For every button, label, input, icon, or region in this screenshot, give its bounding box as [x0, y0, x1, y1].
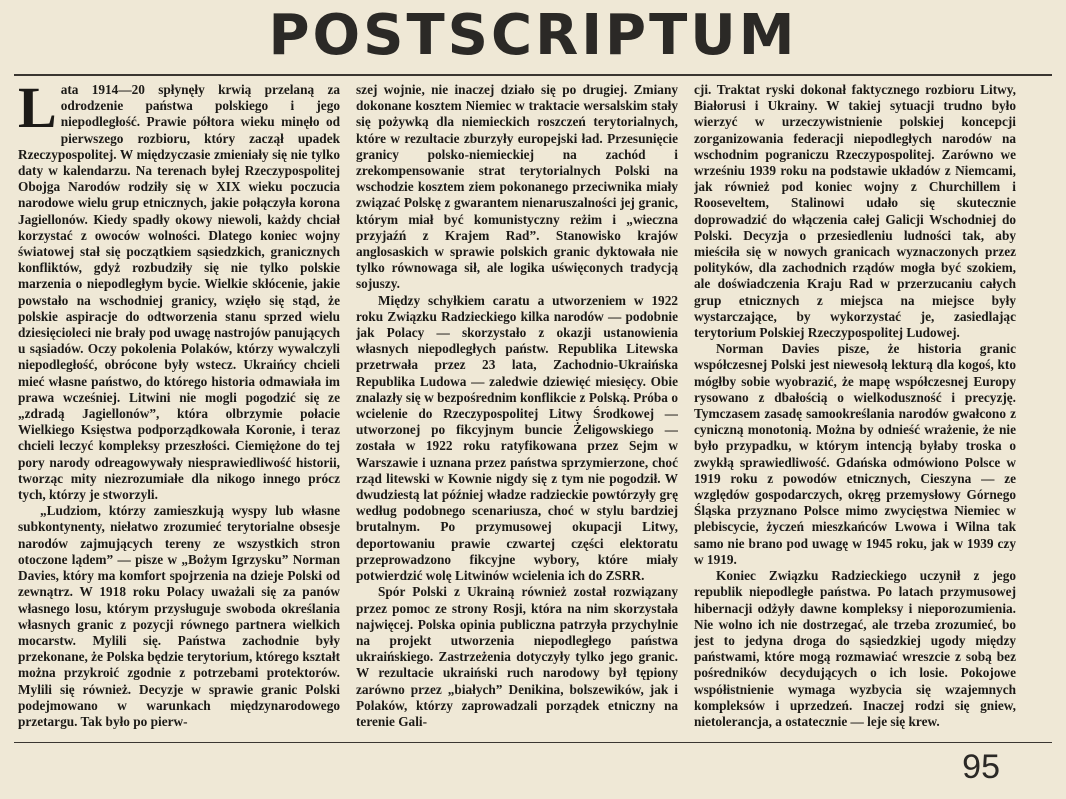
page-number: 95 — [962, 748, 1000, 786]
text-column-1 — [18, 82, 340, 742]
page-title: POSTSCRIPTUM — [268, 3, 798, 68]
paragraph: szej wojnie, nie inaczej działo się po drugiej. Zmiany dokonane kosztem Niemiec w traktacie wersalskim stały się pożywką dla niemieckich roszczeń terytorialnych, które w rezultacie zburzyły europejski ład. Przesunięcie granicy polsko-niemieckiej na zachód i zrekompensowanie strat terytorialnych Polski na wschodzie kosztem ziem pokonanego przeciwnika miały związać Polskę z gwarantem nienaruszalności jej granic, którym miał być komunistyczny reżim i „wieczna przyjaźń z Krajem Rad”. Stanowisko krajów anglosaskich w sprawie polskich granic dyktowała nie tylko równowaga sił, ale logika uświęconych tradycją sojuszy. — [356, 82, 678, 292]
paragraph: cji. Traktat ryski dokonał faktycznego rozbioru Litwy, Białorusi i Ukrainy. W takiej sytuacji trudno było wierzyć w urzeczywistnienie polskiej koncepcji zorganizowania federacji niepodległych narodów na wschodnim pograniczu Rzeczypospolitej. Zarówno we wrześniu 1939 roku na podstawie układów z Niemcami, jak również pod koniec wojny z Churchillem i Rooseveltem, Stalinowi udało się skutecznie doprowadzić do włączenia całej Galicji Wschodniej do Polski. Decyzja o przesiedleniu ludności tak, aby mieściła się w nowych granicach wyznaczonych przez polityków, dla zachodnich rządów mogła być szokiem, ale doświadczenia Kraju Rad w przerzucaniu całych grup etnicznych z miejsca na miejsce były wystarczające, by wykorzystać je, zasiedlając terytorium Polskiej Rzeczypospolitej Ludowej. — [694, 82, 1016, 341]
paragraph: Między schyłkiem caratu a utworzeniem w 1922 roku Związku Radzieckiego kilka narodów — podobnie jak Polacy — skorzystało z okazji ustanowienia własnych niepodległych państw. Republika Litewska przetrwała przez 23 lata, Zachodnio-Ukraińska Republika Ludowa — zaledwie dziewięć miesięcy. Obie znalazły się w bezpośrednim konflikcie z Polską. Próba o wcielenie do Rzeczypospolitej Litwy Środkowej — utworzonej po fikcyjnym buncie Żeligowskiego — została w 1922 roku ratyfikowana przez Sejm w Warszawie i uznana przez państwa sprzymierzone, choć rząd litewski w Kownie nigdy się z tym nie pogodził. W dwudziestą lat później władze radzieckie powtórzyły grę według podobnego scenariusza, choć w stylu bardziej brutalnym. Po przymusowej okupacji Litwy, deportowaniu prawie czwartej części elektoratu przeprowadzono fikcyjne wybory, które miały potwierdzić wolę Litwinów wcielenia ich do ZSRR. — [356, 292, 678, 584]
text-column-3 — [694, 82, 1016, 742]
paragraph: Spór Polski z Ukrainą również został rozwiązany przez pomoc ze strony Rosji, która na nim skorzystała najwięcej. Polska opinia publiczna patrzyła przychylnie na projekt utworzenia niepodległego państwa ukraińskiego. Zastrzeżenia dotyczyły tylko jego granic. W rezultacie ukraiński ruch narodowy był tępiony zarówno przez „białych” Denikina, bolszewików, jak i Polaków, którzy zaprowadzali porządek etniczny na terenie Gali- — [356, 584, 678, 729]
header-divider — [14, 74, 1052, 76]
paragraph — [18, 82, 340, 503]
paragraph: „Ludziom, którzy zamieszkują wyspy lub własne subkontynenty, niełatwo zrozumieć terytorialne obsesje narodów zajmujących tereny ze wszystkich stron otoczone lądem” — pisze w „Bożym Igrzysku” Norman Davies, który ma komfort spojrzenia na dzieje Polski od zewnątrz. W 1918 roku Polacy uważali się za panów własnego losu, którym przysługuje swoboda określania własnych granic z pozycji równego partnera wielkich mocarstw. Mylili się. Państwa zachodnie były przekonane, że Polska będzie terytorium, którego kształt można przykroić zgodnie z potrzebami protektorów. Mylili się również. Decyzje w sprawie granic Polski podejmowano w warunkach międzynarodowego przetargu. Tak było po pierw- — [18, 503, 340, 729]
paragraph: Norman Davies pisze, że historia granic współczesnej Polski jest niewesołą lekturą dla kogoś, kto mógłby sobie wyobrazić, że mapę współczesnej Europy rysowano z dbałością o wielkoduszność i precyzję. Tymczasem zasadę samookreślania narodów gwałcono z cyniczną monotonią. Można by odnieść wrażenie, że nie było przypadku, w którym intencją byłaby troska o zwykłą sprawiedliwość. Gdańska odmówiono Polsce w 1919 roku z powodów etnicznych, Cieszyna — ze względów gospodarczych, okręg przemysłowy Górnego Śląska przyznano Polsce mimo zwycięstwa Niemiec w plebiscycie, życzeń mieszkańców Lwowa i Wilna tak samo nie brano pod uwagę w 1945 roku, jak w 1939 czy w 1919. — [694, 341, 1016, 567]
text-column-2 — [356, 82, 678, 742]
drop-cap: L — [18, 82, 57, 140]
paragraph-text: ata 1914—20 spłynęły krwią przelaną za odrodzenie państwa polskiego i jego niepodległość. Prawie półtora wieku minęło od pierwszego rozbioru, który zaczął upadek Rzeczypospolitej. W międzyczasie zmieniały się nie tylko daty w kalendarzu. Na terenach byłej Rzeczypospolitej Obojga Narodów rodziły się w XIX wieku poczucia narodowe wielu grup etnicznych, jakie połączyła korona Jagiellonów. Kiedy spadły okowy niewoli, każdy chciał korzystać z owoców wolności. Dlatego koniec wojny światowej stał się początkiem sąsiedzkich, granicznych konfliktów, gdyż rozbudziły się nie tylko polskie marzenia o niepodległym bycie. Wielkie skłócenie, jakie powstało na wschodniej granicy, wzięło się stąd, że polskie aspiracje do odtworzenia stanu sprzed wielu dziesięcioleci nie brały pod uwagę nastrojów panujących u sąsiadów. Oczy pokolenia Polaków, którzy wywalczyli niepodległość, obrócone były wstecz. Ukraińcy chcieli mieć własne państwo, do którego historia odmawiała im prawa wcześniej. Litwini nie mogli pogodzić się ze „zdradą Jagiellonów”, która olbrzymie połacie Wielkiego Księstwa podporządkowała Koronie, i teraz chcieli leczyć kompleksy przeszłości. Ciemiężone do tej pory narody odreagowywały niesprawiedliwość historii, tworząc mity niezrozumiałe dla nikogo innego prócz tych, którzy je stworzyli. — [18, 82, 340, 503]
paragraph: Koniec Związku Radzieckiego uczynił z jego republik niepodległe państwa. Po latach przymusowej hibernacji odżyły dawne kompleksy i nieporozumienia. Nie wolno ich nie dostrzegać, ale trzeba zrozumieć, bo jest to jedyna droga do sąsiedzkiej ugody między państwami, które mogą rozmawiać wreszcie z sobą bez pośredników decydujących o ich losie. Pokojowe współistnienie wymaga wyzbycia się wzajemnych kompleksów i uprzedzeń. Inaczej rodzi się gniew, nietolerancja, a ostatecznie — leje się krew. — [694, 568, 1016, 729]
footer-divider — [14, 742, 1052, 743]
